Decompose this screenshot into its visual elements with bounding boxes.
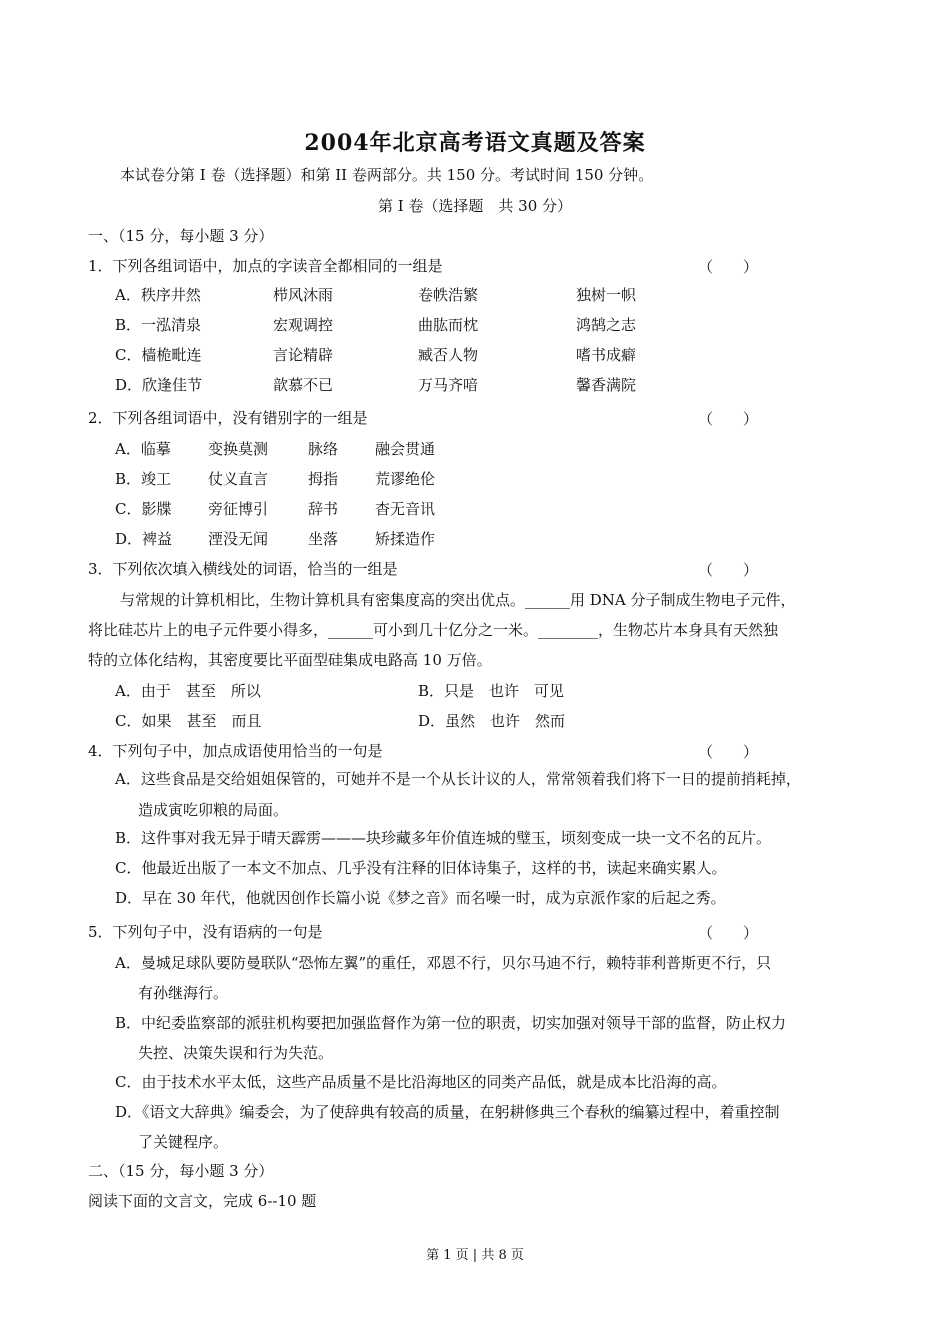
q3-option-d: D．虽然 也许 然而 <box>418 712 566 730</box>
q3-option-c: C．如果 甚至 而且 <box>115 712 262 730</box>
q4-option-b: B．这件事对我无异于晴天霹雳———块珍藏多年价值连城的璧玉，顷刻变成一块一文不名的瓦片。 <box>115 829 772 847</box>
option-word: 臧否人物 <box>418 346 479 364</box>
option-word: C．樯桅毗连 <box>115 346 202 364</box>
option-word: 栉风沐雨 <box>273 286 334 304</box>
option-word: 融会贯通 <box>375 440 436 458</box>
q3-passage-line: 将比硅芯片上的电子元件要小得多，______可小到几十亿分之一米。________，生物芯片本身具有天然独 <box>88 621 779 639</box>
option-word: 荒谬绝伦 <box>375 470 436 488</box>
q1-stem: 1．下列各组词语中，加点的字读音全都相同的一组是 <box>88 257 443 275</box>
q5-option-a: A．曼城足球队要防曼联队“恐怖左翼”的重任，邓恩不行，贝尔马迪不行，赖特菲利普斯更不行，只 <box>115 954 772 972</box>
option-word: 嗜书成癖 <box>576 346 637 364</box>
option-word: 曲肱而枕 <box>418 316 479 334</box>
option-word: B．一泓清泉 <box>115 316 202 334</box>
option-word: 脉络 <box>308 440 339 458</box>
option-word: A．秩序井然 <box>115 286 201 304</box>
q1-answer-paren: （ ） <box>698 258 759 276</box>
option-word: B．竣工 <box>115 470 172 488</box>
option-word: 独树一帜 <box>576 286 637 304</box>
option-word: D．裨益 <box>115 530 173 548</box>
q3-answer-paren: （ ） <box>698 561 759 579</box>
q5-option-d-cont: 了关键程序。 <box>138 1133 229 1151</box>
q4-stem: 4．下列句子中，加点成语使用恰当的一句是 <box>88 742 383 760</box>
q5-option-b: B．中纪委监察部的派驻机构要把加强监督作为第一位的职责，切实加强对领导干部的监督，防止权力 <box>115 1014 787 1032</box>
q5-option-b-cont: 失控、决策失误和行为失范。 <box>138 1044 334 1062</box>
q3-option-b: B．只是 也许 可见 <box>418 682 565 700</box>
page-footer: 第 1 页 | 共 8 页 <box>426 1248 524 1263</box>
q3-stem: 3．下列依次填入横线处的词语，恰当的一组是 <box>88 560 398 578</box>
option-word: 鸿鹄之志 <box>576 316 637 334</box>
q4-option-d: D．早在 30 年代，他就因创作长篇小说《梦之音》而名噪一时，成为京派作家的后起之秀。 <box>115 889 726 907</box>
option-word: 宏观调控 <box>273 316 334 334</box>
option-word: 仗义直言 <box>208 470 269 488</box>
q5-stem: 5．下列句子中，没有语病的一句是 <box>88 923 323 941</box>
option-word: 卷帙浩繁 <box>418 286 479 304</box>
q2-stem: 2．下列各组词语中，没有错别字的一组是 <box>88 409 368 427</box>
q4-answer-paren: （ ） <box>698 743 759 761</box>
q5-option-a-cont: 有孙继海行。 <box>138 984 229 1002</box>
section2-heading: 二、（15 分，每小题 3 分） <box>88 1162 274 1180</box>
q3-passage-line: 特的立体化结构，其密度要比平面型硅集成电路高 10 万倍。 <box>88 651 492 669</box>
q5-answer-paren: （ ） <box>698 924 759 942</box>
intro-text: 本试卷分第 I 卷（选择题）和第 II 卷两部分。共 150 分。考试时间 150 分钟。 <box>120 166 654 184</box>
option-word: 变换莫测 <box>208 440 269 458</box>
option-word: 坐落 <box>308 530 339 548</box>
q3-passage-line: 与常规的计算机相比，生物计算机具有密集度高的突出优点。______用 DNA 分子制成生物电子元件， <box>120 591 796 609</box>
q5-option-d: D．《语文大辞典》编委会，为了使辞典有较高的质量，在躬耕修典三个春秋的编纂过程中，着重控制 <box>115 1103 780 1121</box>
option-word: 矫揉造作 <box>375 530 436 548</box>
option-word: 馨香满院 <box>576 376 637 394</box>
option-word: 辞书 <box>308 500 339 518</box>
q4-option-c: C．他最近出版了一本文不加点、几乎没有注释的旧体诗集子，这样的书，读起来确实累人。 <box>115 859 727 877</box>
q4-option-a: A．这些食品是交给姐姐保管的，可她并不是一个从长计议的人，常常领着我们将下一日的提前捎耗掉， <box>115 770 801 788</box>
option-word: D．欣逢佳节 <box>115 376 203 394</box>
option-word: A．临摹 <box>115 440 171 458</box>
option-word: C．影牒 <box>115 500 172 518</box>
q3-option-a: A．由于 甚至 所以 <box>115 682 261 700</box>
option-word: 旁征博引 <box>208 500 269 518</box>
q4-option-a-cont: 造成寅吃卯粮的局面。 <box>138 801 289 819</box>
q2-answer-paren: （ ） <box>698 410 759 428</box>
option-word: 拇指 <box>308 470 339 488</box>
section1-heading: 一、（15 分，每小题 3 分） <box>88 227 274 245</box>
q5-option-c: C．由于技术水平太低，这些产品质量不是比沿海地区的同类产品低，就是成本比沿海的高。 <box>115 1073 727 1091</box>
option-word: 歆慕不已 <box>273 376 334 394</box>
option-word: 杳无音讯 <box>375 500 436 518</box>
option-word: 言论精辟 <box>273 346 334 364</box>
section2-intro: 阅读下面的文言文，完成 6--10 题 <box>88 1192 317 1210</box>
page-title: 2004年北京高考语文真题及答案 <box>304 130 646 156</box>
option-word: 湮没无闻 <box>208 530 269 548</box>
part1-heading: 第 I 卷（选择题 共 30 分） <box>377 197 573 215</box>
option-word: 万马齐喑 <box>418 376 479 394</box>
